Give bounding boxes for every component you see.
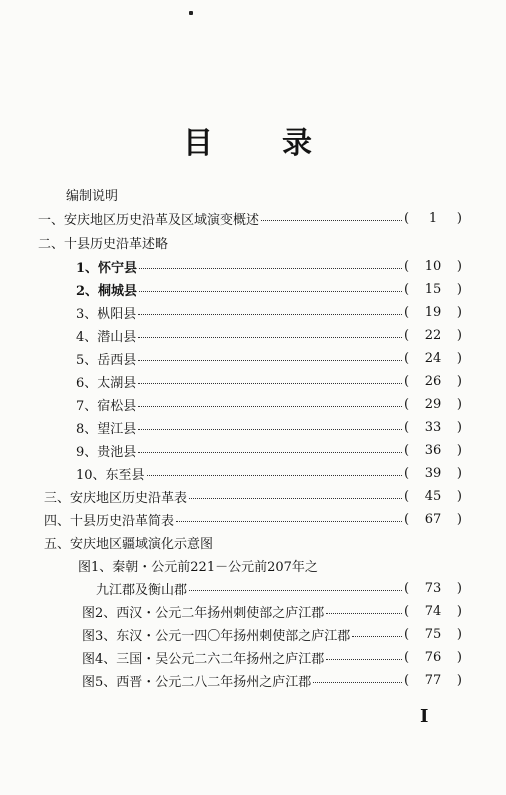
toc-entry-map-1-line-2[interactable]	[96, 578, 462, 598]
toc-entry-map[interactable]	[82, 624, 462, 644]
dot-leader	[139, 282, 402, 292]
toc-label: 1、怀宁县	[76, 260, 138, 276]
toc-entry-map[interactable]	[82, 647, 462, 667]
page-ref: ( 73 )	[404, 580, 462, 596]
dot-leader	[147, 466, 402, 476]
dot-leader	[138, 443, 402, 453]
page-ref: ( 29 )	[404, 396, 462, 412]
dot-leader	[313, 673, 402, 683]
toc-label: 图5、西晋・公元二八二年扬州之庐江郡	[82, 674, 312, 690]
dot-leader	[138, 351, 402, 361]
page-ref: ( 26 )	[404, 373, 462, 389]
page-ref: ( 24 )	[404, 350, 462, 366]
toc-entry-county[interactable]	[76, 279, 462, 299]
page-ref: ( 10 )	[404, 258, 462, 274]
toc-label: 四、十县历史沿革简表	[44, 513, 175, 529]
toc-label: 九江郡及衡山郡	[96, 582, 188, 598]
page-ref: ( 77 )	[404, 672, 462, 688]
toc-entry-section-4[interactable]	[44, 509, 462, 529]
toc-label: 图2、西汉・公元二年扬州刺使部之庐江郡	[82, 605, 325, 621]
toc-entry-section-5[interactable]	[44, 532, 213, 552]
toc-label: 6、太湖县	[76, 375, 137, 391]
page-ref: ( 75 )	[404, 626, 462, 642]
toc-entry-county[interactable]	[76, 302, 462, 322]
toc-label: 三、安庆地区历史沿革表	[44, 490, 188, 506]
toc-label: 图1、秦朝・公元前221－公元前207年之	[78, 559, 318, 575]
toc-entry-county[interactable]	[76, 371, 462, 391]
toc-label: 2、桐城县	[76, 283, 138, 299]
page-ref: ( 22 )	[404, 327, 462, 343]
toc-label: 五、安庆地区疆域演化示意图	[44, 536, 214, 552]
toc-entry-county[interactable]	[76, 440, 462, 460]
toc-entry-section-2[interactable]	[38, 232, 168, 252]
toc-label: 5、岳西县	[76, 352, 137, 368]
page-ref: ( 39 )	[404, 465, 462, 481]
toc-label: 10、东至县	[76, 467, 145, 483]
page-ref: ( 15 )	[404, 281, 462, 297]
toc-label: 7、宿松县	[76, 398, 137, 414]
toc-entry-map[interactable]	[82, 601, 462, 621]
toc-entry-section-1[interactable]	[38, 208, 462, 228]
toc-label: 3、枞阳县	[76, 306, 137, 322]
page-ref: ( 74 )	[404, 603, 462, 619]
page-ref: ( 19 )	[404, 304, 462, 320]
toc-label: 编制说明	[66, 188, 119, 204]
page-ref: ( 45 )	[404, 488, 462, 504]
dot-leader	[139, 259, 402, 269]
page-ref: ( 67 )	[404, 511, 462, 527]
dot-leader	[189, 581, 402, 591]
dot-leader	[138, 374, 402, 384]
toc-entry-county[interactable]	[76, 417, 462, 437]
dot-leader	[138, 328, 402, 338]
toc-label: 二、十县历史沿革述略	[38, 236, 169, 252]
page-ref: ( 76 )	[404, 649, 462, 665]
toc-label: 4、潜山县	[76, 329, 137, 345]
toc-label: 8、望江县	[76, 421, 137, 437]
dot-leader	[176, 512, 402, 522]
dot-leader	[261, 211, 402, 221]
page-ref: ( 36 )	[404, 442, 462, 458]
toc-label: 图3、东汉・公元一四〇年扬州刺使部之庐江郡	[82, 628, 351, 644]
page-number: I	[420, 706, 429, 727]
dot-leader	[326, 650, 402, 660]
dot-leader	[138, 397, 402, 407]
toc-entry-county[interactable]	[76, 394, 462, 414]
toc-label: 9、贵池县	[76, 444, 137, 460]
toc-entry-county[interactable]	[76, 256, 462, 276]
toc-entry-county[interactable]	[76, 325, 462, 345]
toc-label: 一、安庆地区历史沿革及区域演变概述	[38, 212, 260, 228]
page-ref: ( 33 )	[404, 419, 462, 435]
toc-entry-map-1-line-1[interactable]	[78, 555, 318, 575]
toc-entry-map[interactable]	[82, 670, 462, 690]
toc-label: 图4、三国・吴公元二六二年扬州之庐江郡	[82, 651, 325, 667]
dot-leader	[326, 604, 402, 614]
page-ref: ( 1 )	[404, 210, 462, 226]
toc-entry-section-3[interactable]	[44, 486, 462, 506]
toc-entry-county[interactable]	[76, 463, 462, 483]
dot-leader	[352, 627, 402, 637]
title-char-1: 目	[183, 126, 213, 161]
toc-entry-preface[interactable]	[66, 184, 118, 204]
dot-leader	[138, 305, 402, 315]
dot-leader	[138, 420, 402, 430]
toc-entry-county[interactable]	[76, 348, 462, 368]
title-char-2: 录	[282, 126, 312, 161]
dot-leader	[189, 489, 402, 499]
